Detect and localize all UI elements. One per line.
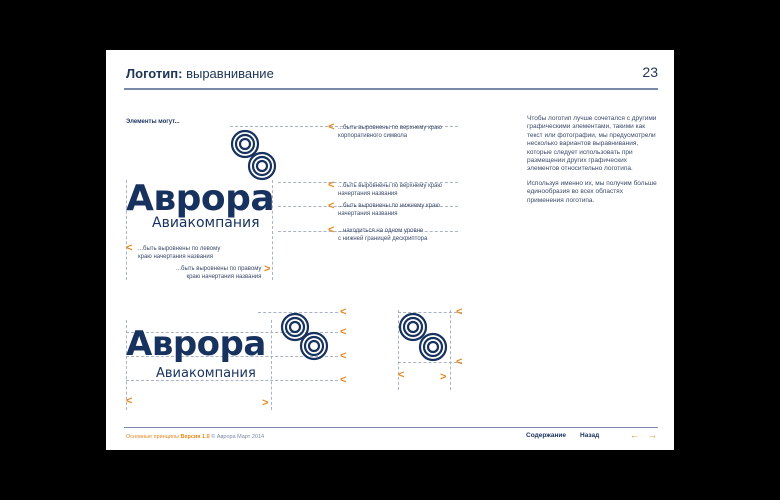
arrow-left-icon: <: [328, 200, 335, 212]
note-line: краю начертания названия: [186, 274, 262, 280]
note-line: начертания названия: [338, 211, 398, 217]
note-line: краю начертания названия: [138, 254, 213, 260]
page-title-rest: выравнивание: [182, 66, 274, 81]
arrow-left-icon: <: [328, 224, 335, 236]
page-title-bold: Логотип:: [126, 66, 183, 81]
note-line: ...находиться на одном уровне: [338, 228, 424, 234]
arrow-left-icon: <: [456, 306, 463, 318]
aurora-symbol-icon: [280, 312, 330, 362]
footer-copyright: © Аврора Март 2014: [211, 434, 265, 440]
arrow-left-icon: <: [398, 369, 405, 381]
prev-page-arrow-icon[interactable]: ←: [630, 430, 639, 440]
back-link[interactable]: Назад: [580, 432, 600, 439]
arrow-left-icon: <: [328, 179, 335, 191]
footer-info: [126, 434, 264, 440]
arrow-right-icon: >: [262, 397, 269, 409]
contents-link[interactable]: Содержание: [526, 432, 567, 439]
elements-heading: Элементы могут...: [126, 119, 180, 125]
aurora-symbol-icon: [230, 128, 278, 182]
footer-version: Версия 1.0: [180, 434, 210, 440]
aurora-symbol-icon: [398, 312, 450, 364]
arrow-left-icon: <: [328, 121, 335, 133]
logo-name: Аврора: [126, 324, 266, 364]
page-number: 23: [642, 64, 658, 80]
body-text: [527, 115, 657, 211]
arrow-left-icon: <: [340, 374, 347, 386]
logo-subtitle: Авиакомпания: [152, 215, 260, 231]
logo-name: Аврора: [126, 178, 275, 219]
note-line: ...быть выровнены по нижнему краю: [338, 203, 440, 209]
arrow-left-icon: <: [456, 356, 463, 368]
header-divider: [124, 88, 658, 90]
note-line: ...быть выровнены по верхнему краю: [338, 183, 442, 189]
note-line: ...быть выровнены по верхнему краю: [338, 125, 442, 131]
note-line: с нижней границей дескриптора: [338, 236, 428, 242]
arrow-left-icon: <: [126, 242, 133, 254]
arrow-left-icon: <: [126, 395, 133, 407]
note-line: ...быть выровнены по левому: [138, 246, 221, 252]
note-top-name: [338, 182, 442, 198]
footer-divider: [124, 427, 658, 428]
arrow-right-icon: >: [440, 371, 447, 383]
note-bottom-name: [338, 202, 440, 218]
arrow-left-icon: <: [340, 306, 347, 318]
guide-line: [450, 310, 451, 390]
guide-line: [271, 320, 272, 410]
arrow-left-icon: <: [340, 326, 347, 338]
note-descriptor: [338, 227, 427, 243]
next-page-arrow-icon[interactable]: →: [648, 430, 657, 440]
note-line: начертания названия: [338, 191, 398, 197]
body-paragraph: Используя именно их, мы получим больше единообразия во всех областях применения логотипа.: [527, 179, 657, 204]
note-right-name: [176, 265, 261, 281]
note-line: корпоративного символа: [338, 133, 408, 139]
page-title: [126, 66, 274, 81]
footer-section: Основные принципы: [126, 434, 179, 440]
document-page: [106, 50, 674, 450]
note-left-name: [138, 245, 220, 261]
body-paragraph: Чтобы логотип лучше сочетался с другими графическими элементами, такими как текст или фотографии, мы предусмотрели несколько вариантов выравнивания, которые следует использовать при размещении других графических элементов относительно логотипа.: [527, 115, 657, 173]
note-line: ...быть выровнены по правому: [176, 266, 262, 272]
arrow-right-icon: >: [264, 263, 271, 275]
note-top-symbol: [338, 124, 442, 140]
arrow-left-icon: <: [340, 350, 347, 362]
logo-subtitle: Авиакомпания: [156, 366, 256, 381]
